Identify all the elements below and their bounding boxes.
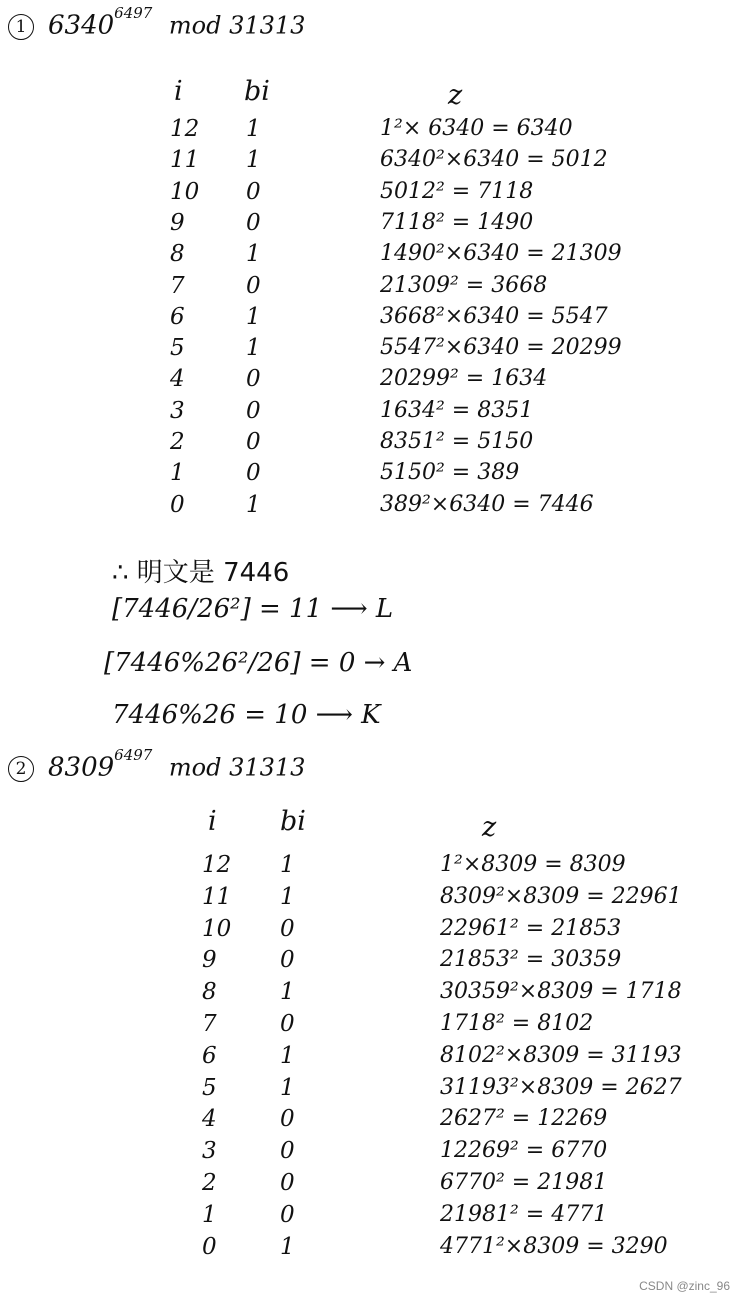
table-cell-bi: 0 [246,272,261,299]
table-cell-i: 1 [202,1201,217,1228]
watermark-text: CSDN @zinc_96 [639,1279,730,1293]
problem-number-badge: 1 [8,14,34,40]
table-cell-bi: 0 [280,1201,295,1228]
base-value: 8309 [48,752,115,783]
table-cell-bi: 0 [246,397,261,424]
table-cell-i: 3 [202,1138,217,1165]
problem-number-badge: 2 [8,756,34,782]
table-cell-i: 1 [170,460,185,487]
table-cell-i: 7 [202,1011,217,1037]
exponent-value: 6497 [114,746,153,764]
modulus-label: mod 31313 [168,11,306,40]
table-cell-bi: 1 [280,852,295,878]
table-cell-z: 21309² = 3668 [380,272,548,298]
table-cell-i: 12 [202,852,232,878]
table-cell-bi: 0 [280,1011,295,1037]
table-cell-bi: 0 [246,209,261,236]
table-cell-bi: 1 [280,1233,295,1260]
table-cell-i: 5 [170,335,185,362]
table-cell-i: 5 [202,1074,217,1101]
table-cell-bi: 0 [246,460,261,487]
modulus-label: mod 31313 [168,753,306,782]
column-header-bi: bi [280,806,306,837]
table-cell-bi: 1 [280,1042,295,1069]
table-cell-bi: 1 [246,147,261,174]
table-cell-z: 5012² = 7118 [380,178,534,204]
table-cell-z: 1490²×6340 = 21309 [380,241,622,267]
table-cell-z: 5547²×6340 = 20299 [380,335,622,361]
table-cell-z: 12269² = 6770 [440,1138,608,1164]
table-cell-bi: 1 [280,979,295,1006]
base-value: 6340 [48,10,115,41]
column-header-z: z [448,80,463,111]
table-cell-bi: 0 [280,947,295,974]
table-cell-bi: 0 [246,429,261,455]
table-cell-bi: 0 [280,1106,295,1133]
table-cell-i: 4 [170,366,185,393]
table-cell-bi: 1 [246,303,261,330]
column-header-i: i [208,806,217,837]
table-cell-i: 11 [170,147,200,174]
problem-2-header [8,746,306,783]
table-cell-z: 389²×6340 = 7446 [380,491,594,517]
table-cell-bi: 1 [246,241,261,268]
table-cell-z: 2627² = 12269 [440,1106,608,1132]
table-cell-i: 12 [170,116,200,142]
table-cell-i: 4 [202,1106,217,1133]
table-cell-z: 6770² = 21981 [440,1170,608,1195]
table-cell-z: 8102²×8309 = 31193 [440,1042,682,1068]
decode-step-2: [7446%26²/26] = 0 → A [104,648,413,678]
table-cell-z: 1718² = 8102 [440,1011,594,1036]
table-cell-i: 9 [202,947,217,974]
table-cell-z: 30359²×8309 = 1718 [440,979,682,1005]
table-cell-i: 8 [202,979,217,1006]
table-cell-bi: 0 [246,366,261,393]
table-cell-z: 31193²×8309 = 2627 [440,1074,682,1100]
table-cell-bi: 1 [246,116,261,142]
table-cell-i: 0 [170,491,185,518]
table-cell-i: 11 [202,883,232,910]
table-cell-z: 21853² = 30359 [440,947,622,973]
table-cell-i: 9 [170,209,185,236]
table-cell-z: 5150² = 389 [380,460,520,486]
table-cell-i: 6 [170,303,185,330]
table-cell-bi: 1 [280,1074,295,1101]
table-cell-bi: 0 [246,178,261,205]
table-cell-bi: 1 [280,883,295,910]
table-cell-z: 8309²×8309 = 22961 [440,883,682,909]
table-cell-z: 3668²×6340 = 5547 [380,303,608,329]
table-cell-z: 8351² = 5150 [380,429,534,454]
column-header-z: z [482,812,497,843]
table-cell-i: 10 [202,915,232,942]
table-cell-bi: 1 [246,335,261,362]
table-cell-i: 8 [170,241,185,268]
table-cell-z: 1634² = 8351 [380,397,534,423]
table-cell-i: 6 [202,1042,217,1069]
problem-1-header [8,4,306,41]
table-cell-i: 2 [202,1170,217,1196]
table-cell-z: 7118² = 1490 [380,209,534,235]
table-cell-bi: 0 [280,1138,295,1165]
table-cell-z: 4771²×8309 = 3290 [440,1233,668,1259]
table-cell-i: 7 [170,272,185,299]
table-cell-z: 1²×8309 = 8309 [440,852,626,877]
table-cell-i: 2 [170,429,185,455]
table-cell-i: 3 [170,397,185,424]
decode-step-3: 7446%26 = 10 ⟶ K [112,700,381,730]
exponent-value: 6497 [114,4,153,22]
table-cell-bi: 1 [246,491,261,518]
table-cell-bi: 0 [280,915,295,942]
table-cell-z: 20299² = 1634 [380,366,548,392]
conclusion-line: ∴ 明文是 7446 [112,558,290,588]
column-header-i: i [174,76,183,107]
table-cell-i: 0 [202,1233,217,1260]
table-cell-z: 22961² = 21853 [440,915,622,941]
table-cell-i: 10 [170,178,200,205]
table-cell-bi: 0 [280,1170,295,1196]
table-cell-z: 21981² = 4771 [440,1201,608,1227]
decode-step-1: [7446/26²] = 11 ⟶ L [112,594,394,624]
table-cell-z: 6340²×6340 = 5012 [380,147,608,173]
table-cell-z: 1²× 6340 = 6340 [380,116,573,141]
column-header-bi: bi [244,76,270,107]
